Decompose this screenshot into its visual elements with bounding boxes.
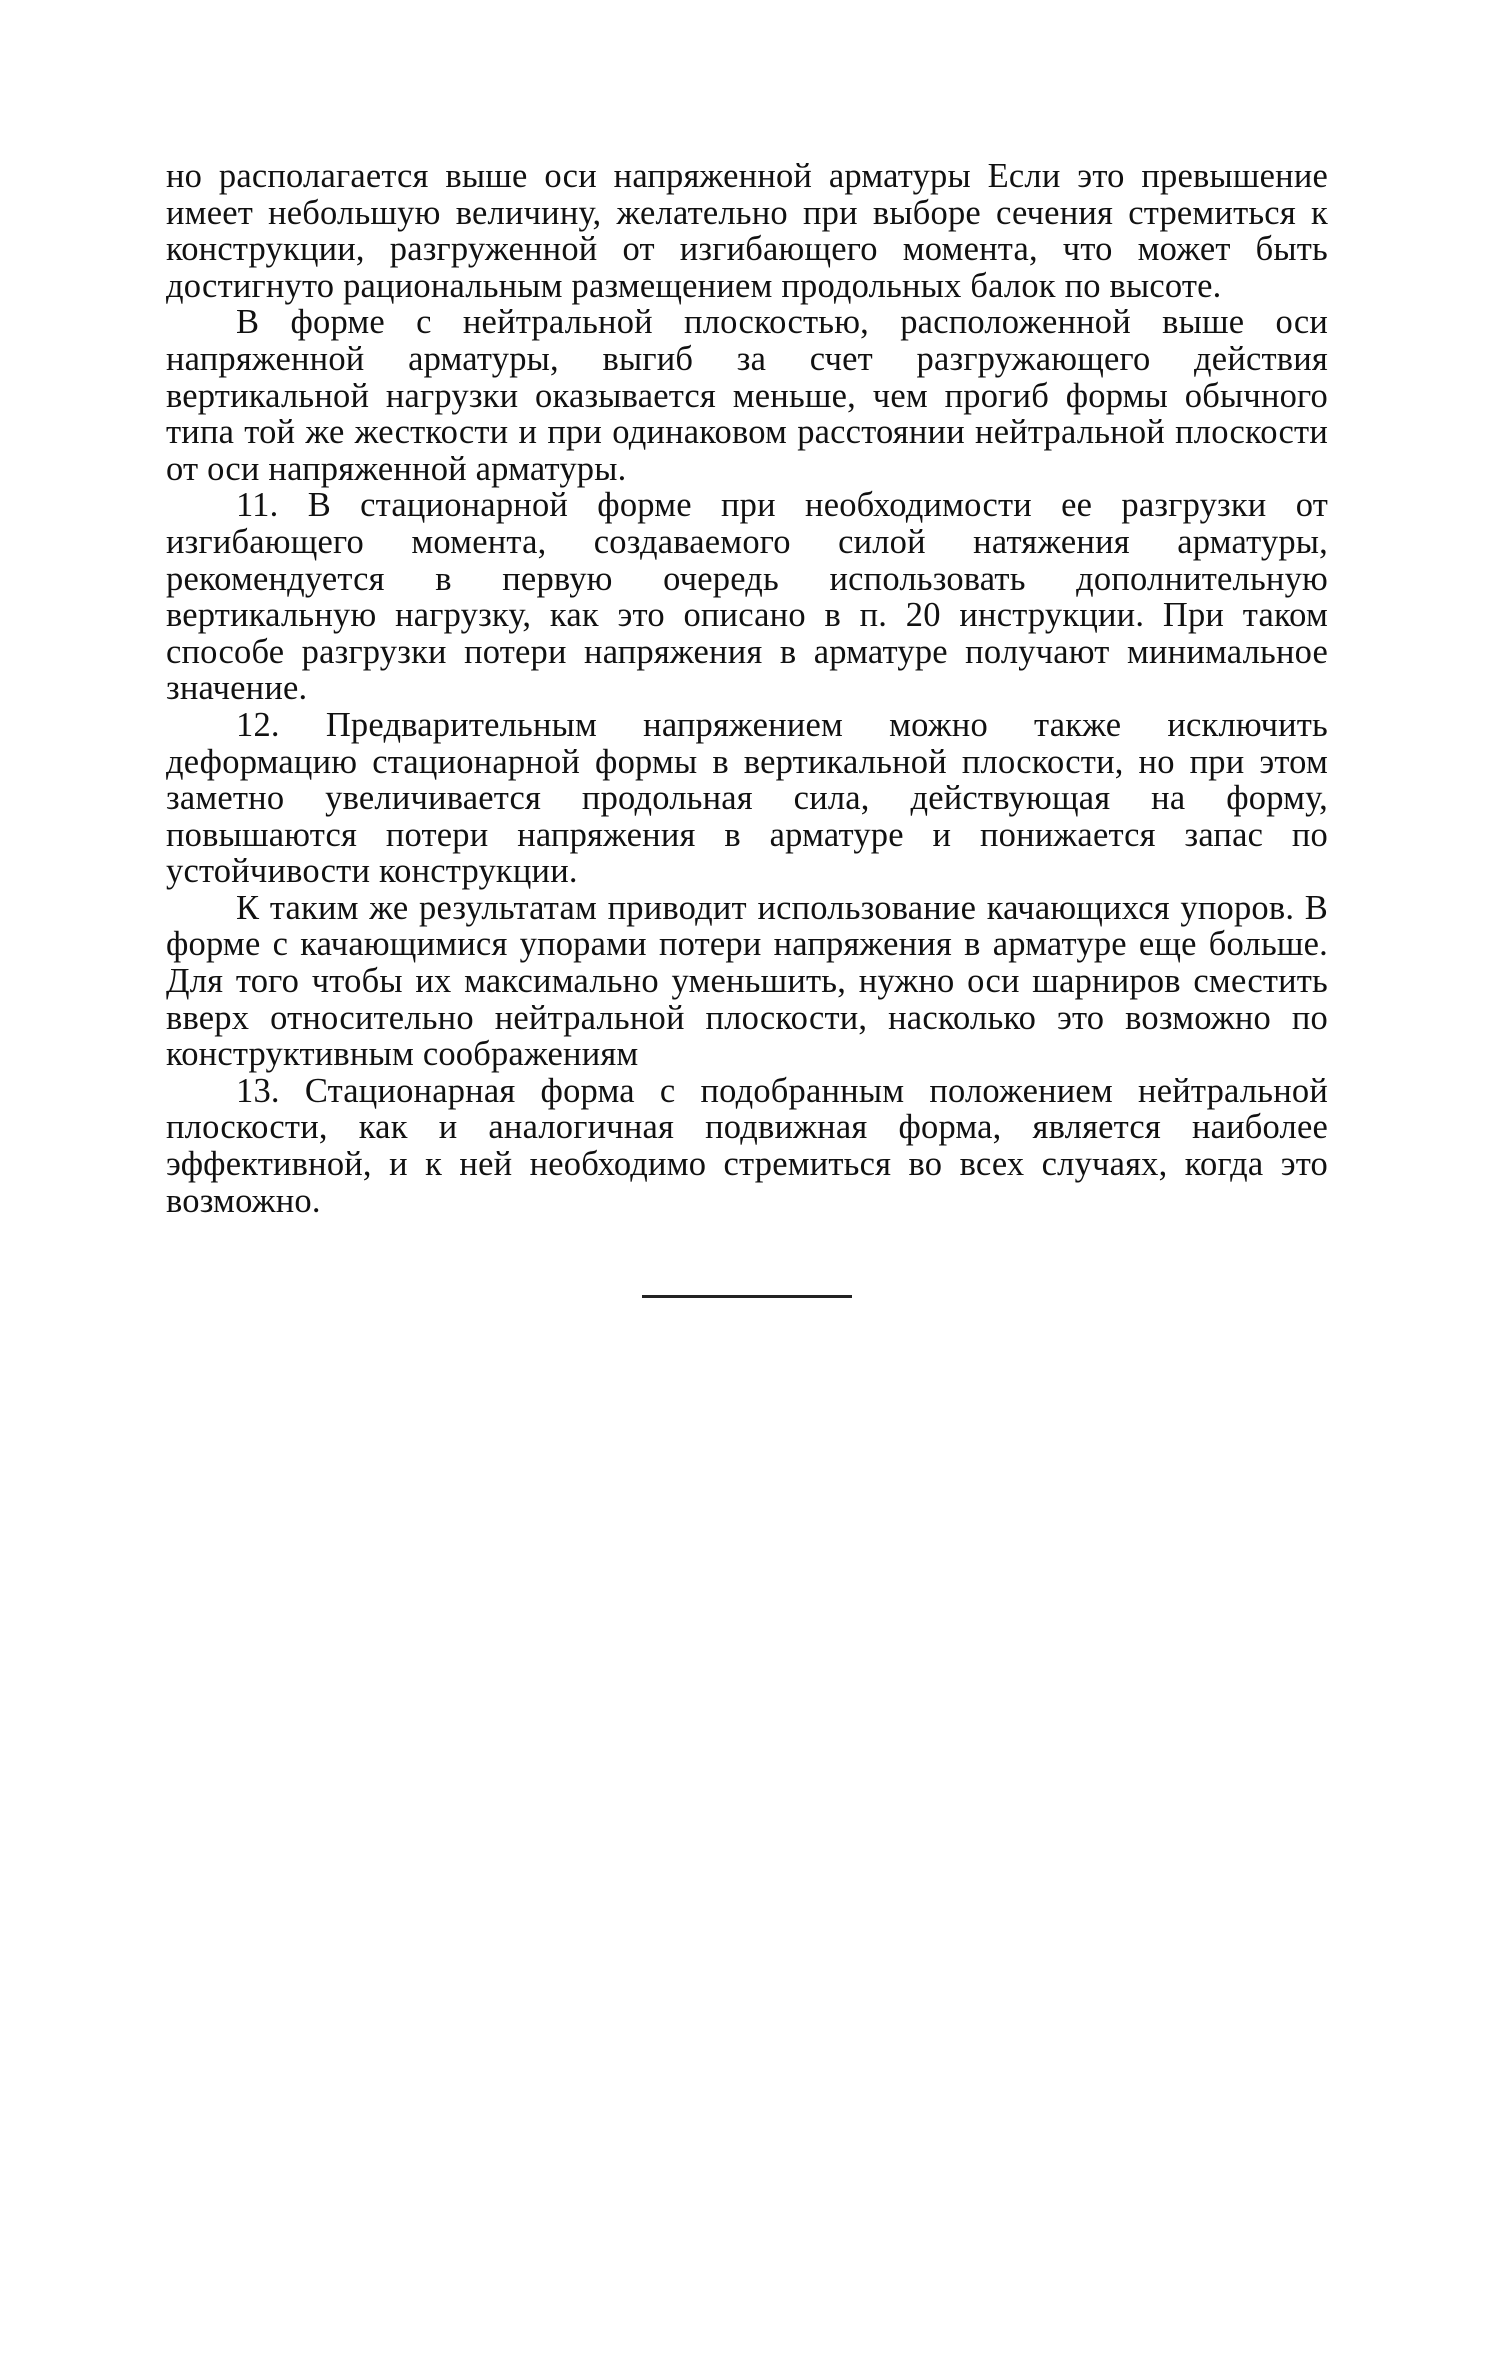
paragraph-swinging-stops: К таким же результатам приводит использование качающихся упоров. В форме с качающимися упорами потери напряжения в арматуре еще больше. Для того чтобы их максимально уменьшить, нужно оси шарниров сместить вверх относительно нейтральной плоскости, насколько это возможно по конструктивным соображениям xyxy=(166,888,1328,1074)
paragraph-item-13: 13. Стационарная форма с подобранным положением нейтральной плоскости, как и аналогичная подвижная форма, является наиболее эффективной, и к ней необходимо стремиться во всех случаях, когда это возможно. xyxy=(166,1071,1328,1220)
paragraph-item-12: 12. Предварительным напряжением можно также исключить деформацию стационарной формы в вертикальной плоскости, но при этом заметно увеличивается продольная сила, действующая на форму, повышаются потери напряжения в арматуре и понижается запас по устойчивости конструкции. xyxy=(166,705,1328,891)
paragraph-continuation: но располагается выше оси напряженной арматуры Если это превышение имеет небольшую величину, желательно при выборе сечения стремиться к конструкции, разгруженной от изгибающего момента, что может быть достигнуто рациональным размещением продольных балок по высоте. xyxy=(166,157,1328,305)
paragraph-item-11: 11. В стационарной форме при необходимости ее разгрузки от изгибающего момента, создаваемого силой натяжения арматуры, рекомендуется в первую очередь использовать дополнительную вертикальную нагрузку, как это описано в п. 20 инструкции. При таком способе разгрузки потери напряжения в арматуре получают минимальное значение. xyxy=(166,486,1328,708)
end-divider xyxy=(642,1295,852,1298)
paragraph-neutral-plane: В форме с нейтральной плоскостью, расположенной выше оси напряженной арматуры, выгиб за счет разгружающего действия вертикальной нагрузки оказывается меньше, чем прогиб формы обычного типа той же жесткости и при одинаковом расстоянии нейтральной плоскости от оси напряженной арматуры. xyxy=(166,303,1328,488)
page-body xyxy=(166,158,1328,1219)
